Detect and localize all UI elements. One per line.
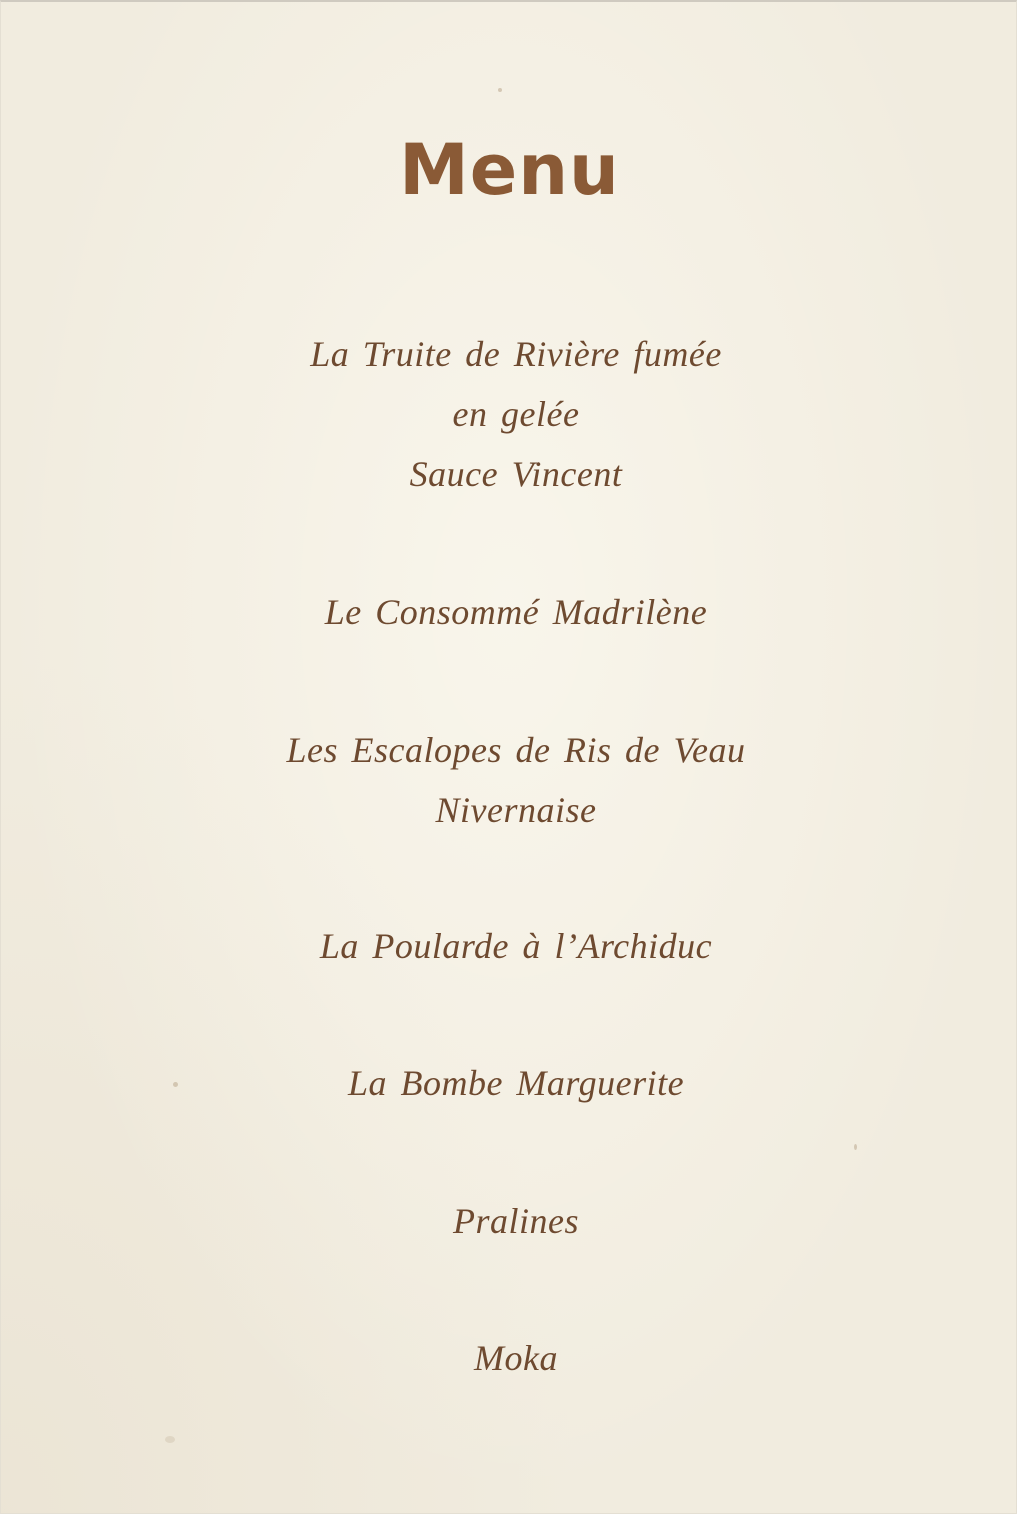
menu-title: Menu <box>399 129 620 211</box>
course-escalopes <box>1 720 1017 840</box>
course-line: Moka <box>474 1338 558 1378</box>
paper-speck <box>498 88 502 92</box>
course-line: Les Escalopes de Ris de Veau <box>286 730 746 770</box>
course-line: Pralines <box>453 1201 579 1241</box>
course-trout <box>1 324 1017 504</box>
paper-speck <box>173 1082 178 1087</box>
course-line: La Bombe Marguerite <box>347 1063 685 1103</box>
course-line: Sauce Vincent <box>409 454 623 494</box>
course-line: La Poularde à l’Archiduc <box>319 926 713 966</box>
course-line: en gelée <box>452 394 580 434</box>
course-line: Le Consommé Madrilène <box>324 592 708 632</box>
paper-speck <box>854 1144 857 1150</box>
course-consomme <box>1 582 1017 642</box>
course-line: La Truite de Rivière fumée <box>310 334 722 374</box>
course-pralines <box>1 1191 1017 1251</box>
course-bombe <box>1 1053 1017 1113</box>
course-poularde <box>1 916 1017 976</box>
paper-speck <box>165 1436 175 1443</box>
course-line: Nivernaise <box>435 790 597 830</box>
course-moka <box>1 1328 1017 1388</box>
